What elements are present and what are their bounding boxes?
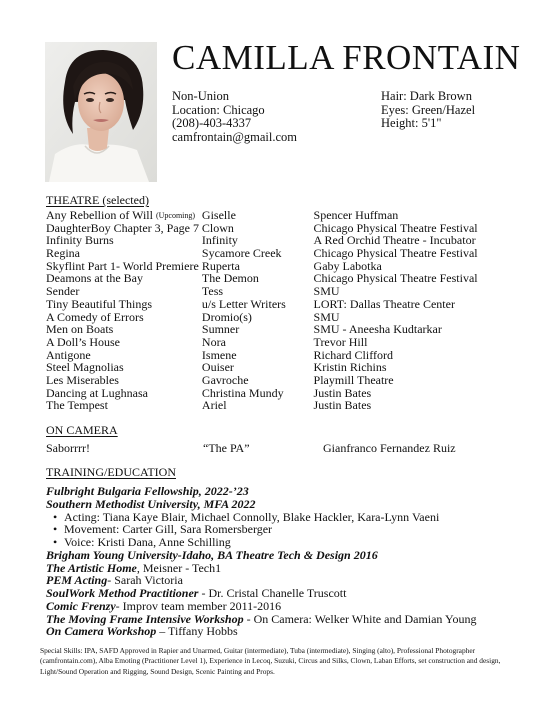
- height: Height: 5'1": [381, 116, 442, 131]
- role-name: Nora: [201, 334, 226, 349]
- show-title-text: Steel Magnolias: [46, 360, 124, 375]
- actor-name: CAMILLA FRONTAIN: [172, 38, 521, 77]
- venue-director: Chicago Physical Theatre Festival: [313, 246, 478, 261]
- role-name: Infinity: [201, 233, 238, 248]
- theatre-row: [46, 272, 506, 285]
- training-smu-voice: • Voice: Kristi Dana, Anne Schilling: [46, 536, 526, 549]
- venue-director: SMU - Aneesha Kudtarkar: [313, 322, 442, 337]
- contact-info: [172, 90, 297, 144]
- headshot-image: [45, 42, 157, 182]
- camera-credit-role: “The PA”: [203, 441, 250, 455]
- show-title-text: Any Rebellion of Will: [46, 208, 153, 222]
- training-moving-frame-title: The Moving Frame Intensive Workshop: [46, 611, 244, 626]
- role-name: Clown: [201, 220, 234, 235]
- training-artistic-home-title: The Artistic Home: [46, 560, 137, 575]
- show-title-text: Antigone: [46, 347, 91, 362]
- theatre-row: [46, 399, 506, 412]
- training-on-camera-detail: – Tiffany Hobbs: [156, 624, 238, 639]
- training-artistic-home-detail: , Meisner - Tech1: [136, 560, 222, 575]
- show-title: [46, 399, 202, 412]
- venue-director: Richard Clifford: [313, 347, 393, 362]
- theatre-row: [46, 387, 506, 400]
- upcoming-note: (Upcoming): [155, 211, 196, 220]
- show-title-text: Infinity Burns: [46, 233, 114, 248]
- show-title-text: Tiny Beautiful Things: [46, 296, 153, 311]
- special-skills: Special Skills: IPA, SAFD Approved in Rapier and Unarmed, Guitar (intermediate), Tuba (intermediate), Singing (alto), Professional Photographer (camfrontain.com), Alba Emoting (Practitioner Level 1), Experience in Lecoq, Suzuki, Circus and Silks, Clown, Laban Efforts, set construction and design, Light/Sound Operation and Rigging, Sound Design, Scenic Painting and Props.: [40, 646, 501, 676]
- role-name: Sycamore Creek: [201, 246, 282, 261]
- role-name: Christina Mundy: [201, 385, 284, 400]
- role-name: Ruperta: [201, 258, 240, 273]
- training-soulwork-title: SoulWork Method Practitioner: [46, 586, 199, 600]
- venue-director: Gaby Labotka: [313, 258, 382, 273]
- training-list: [46, 485, 526, 638]
- venue-director: Trevor Hill: [313, 334, 368, 349]
- role-name: Tess: [201, 284, 224, 299]
- training-comic-detail: - Improv team member 2011-2016: [115, 598, 282, 613]
- training-byu: Brigham Young University-Idaho, BA Theatre Tech & Design 2016: [46, 547, 378, 562]
- show-title-text: DaughterBoy Chapter 3, Page 7: [46, 220, 199, 235]
- venue-director: A Red Orchid Theatre - Incubator: [313, 233, 476, 248]
- show-title-text: Sender: [46, 284, 80, 299]
- show-title-text: Men on Boats: [46, 322, 114, 337]
- venue-director: Chicago Physical Theatre Festival: [313, 220, 478, 235]
- show-title-text: A Comedy of Errors: [46, 309, 144, 324]
- role-name: The Demon: [201, 271, 259, 286]
- training-smu-movement: • Movement: Carter Gill, Sara Romersberger: [46, 523, 526, 536]
- training-moving-frame-detail: - On Camera: Welker White and Damian Young: [243, 611, 477, 626]
- training-on-camera-title: On Camera Workshop: [46, 624, 157, 639]
- physical-info: [381, 90, 475, 131]
- headshot-photo: [45, 42, 157, 182]
- venue-director: SMU: [313, 284, 340, 299]
- camera-credit-title: Saborrrr!: [46, 441, 90, 455]
- show-title-text: Deamons at the Bay: [46, 271, 143, 286]
- role-name: Gavroche: [201, 372, 249, 387]
- venue-director: Kristin Richins: [313, 360, 387, 375]
- union-status: Non-Union: [172, 89, 229, 103]
- eye-color: Eyes: Green/Hazel: [381, 102, 476, 117]
- training-on-camera: [46, 625, 526, 638]
- show-title-text: Regina: [46, 246, 80, 261]
- camera-credit-director: Gianfranco Fernandez Ruiz: [323, 441, 456, 455]
- venue-director: Playmill Theatre: [313, 372, 394, 387]
- role-name: Ariel: [201, 398, 227, 413]
- show-title-text: Dancing at Lughnasa: [46, 385, 148, 400]
- training-smu-acting: • Acting: Tiana Kaye Blair, Michael Connolly, Blake Hackler, Kara-Lynn Vaeni: [46, 511, 526, 524]
- show-title-text: Skyflint Part 1- World Premiere: [46, 258, 199, 273]
- role-name: Ismene: [201, 347, 237, 362]
- training-smu: Southern Methodist University, MFA 2022: [46, 496, 256, 511]
- theatre-heading: THEATRE (selected): [46, 193, 149, 207]
- role-name: Dromio(s): [201, 309, 252, 324]
- role-name: Sumner: [201, 322, 240, 337]
- venue-director: SMU: [313, 309, 340, 324]
- training-heading: TRAINING/EDUCATION: [46, 465, 176, 479]
- training-pem-title: PEM Acting: [46, 573, 108, 588]
- training-pem-detail: - Sarah Victoria: [107, 573, 183, 588]
- email-address: camfrontain@gmail.com: [172, 129, 298, 144]
- training-comic-title: Comic Frenzy: [46, 598, 116, 613]
- venue-director: Justin Bates: [313, 398, 372, 413]
- venue-director: LORT: Dallas Theatre Center: [313, 296, 455, 311]
- role-name: u/s Letter Writers: [201, 296, 286, 311]
- role-name: Ouiser: [201, 360, 234, 375]
- phone-number: (208)-403-4337: [172, 116, 252, 131]
- theatre-credits-table: [46, 209, 506, 412]
- show-title-text: The Tempest: [46, 398, 108, 413]
- training-soulwork-detail: - Dr. Cristal Chanelle Truscott: [198, 586, 347, 600]
- venue-director: Chicago Physical Theatre Festival: [313, 271, 478, 286]
- theatre-row: [46, 336, 506, 349]
- show-title-text: A Doll’s House: [46, 334, 121, 349]
- training-fulbright: Fulbright Bulgaria Fellowship, 2022-’23: [46, 484, 249, 498]
- hair-color: Hair: Dark Brown: [381, 89, 472, 103]
- venue-director: Justin Bates: [313, 385, 372, 400]
- role-name: Giselle: [201, 208, 236, 222]
- on-camera-heading: ON CAMERA: [46, 423, 118, 437]
- show-title-text: Les Miserables: [46, 372, 119, 387]
- location: Location: Chicago: [172, 102, 265, 117]
- venue-director: Spencer Huffman: [313, 208, 399, 222]
